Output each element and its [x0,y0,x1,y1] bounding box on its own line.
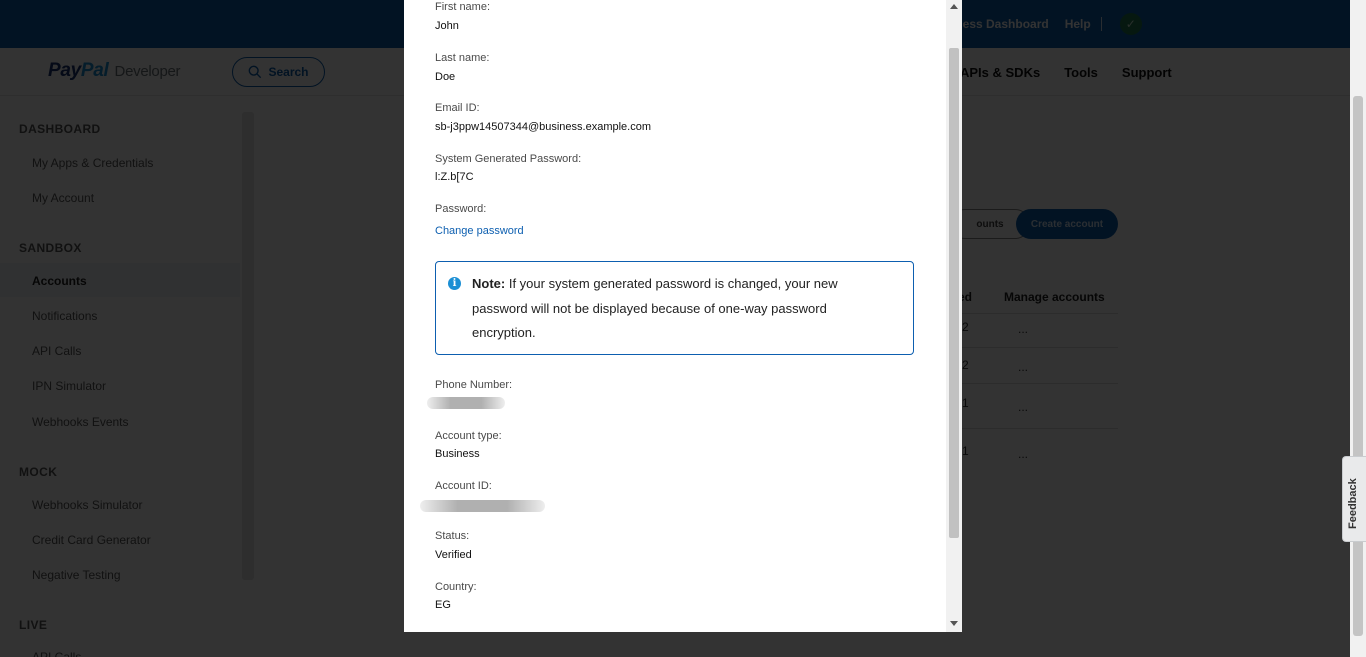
email-label: Email ID: [435,102,480,114]
status-label: Status: [435,530,470,542]
modal-scrollbar[interactable] [946,0,962,632]
country-value: EG [435,599,451,611]
first-name-value: John [435,20,459,32]
account-id-redacted [420,500,545,512]
email-value: sb-j3ppw14507344@business.example.com [435,121,652,133]
country-label: Country: [435,581,477,593]
last-name-value: Doe [435,71,456,83]
account-id-label: Account ID: [435,480,492,492]
change-password-link[interactable]: Change password [435,225,524,237]
note-title: Note: [472,276,506,291]
account-type-label: Account type: [435,430,502,442]
password-note [435,261,914,355]
account-type-value: Business [435,448,480,460]
feedback-label: Feedback [1347,478,1359,529]
scroll-down-icon[interactable] [950,621,958,626]
system-password-value: l:Z.b[7C [435,171,474,183]
first-name-label: First name: [435,1,491,13]
account-details-modal [404,0,962,632]
system-password-label: System Generated Password: [435,153,582,165]
password-label: Password: [435,203,487,215]
page-scrollbar[interactable] [1350,0,1366,657]
status-value: Verified [435,549,472,561]
feedback-tab[interactable] [1342,456,1366,542]
page-scrollbar-thumb[interactable] [1353,96,1363,636]
phone-number-redacted [427,397,505,409]
last-name-label: Last name: [435,52,490,64]
scroll-up-icon[interactable] [950,4,958,9]
modal-scrollbar-thumb[interactable] [949,48,959,538]
note-body: If your system generated password is changed, your new password will not be displayed because of one-way password encryption. [472,276,838,340]
phone-number-label: Phone Number: [435,379,513,391]
info-icon: i [448,277,461,290]
note-text [472,272,892,346]
